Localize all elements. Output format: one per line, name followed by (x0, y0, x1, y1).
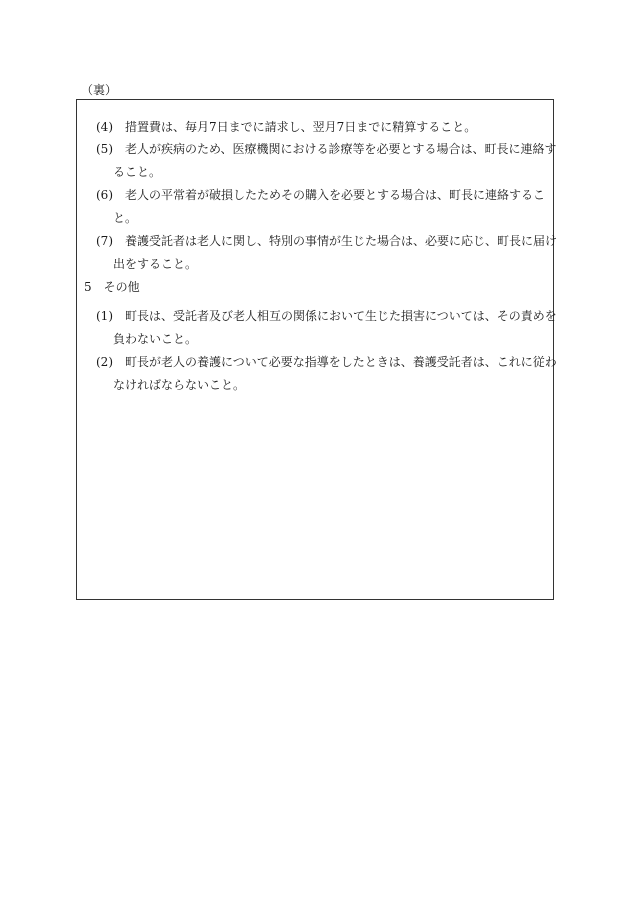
item-5-line-2: ること。 (113, 165, 162, 179)
sub-2-line-2: なければならないこと。 (113, 378, 246, 392)
section-5-heading: 5 その他 (84, 280, 140, 294)
sub-2-line-1: 町長が老人の養護について必要な指導をしたときは、養護受託者は、これに従わ (125, 355, 557, 369)
item-5-line-1: 老人が疾病のため、医療機関における診療等を必要とする場合は、町長に連絡す (125, 142, 557, 156)
item-7-line-2: 出をすること。 (113, 257, 198, 271)
page-side-label: （裏） (81, 83, 118, 97)
sub-1-number: (1) (96, 309, 113, 323)
item-4-number: (4) (96, 120, 113, 134)
item-6-number: (6) (96, 188, 113, 202)
item-7-number: (7) (96, 234, 113, 248)
sub-1-line-2: 負わないこと。 (113, 332, 198, 346)
item-6-line-1: 老人の平常着が破損したためその購入を必要とする場合は、町長に連絡するこ (125, 188, 546, 202)
item-6-line-2: と。 (113, 211, 138, 225)
item-4-line-1: 措置費は、毎月7日までに請求し、翌月7日までに精算すること。 (125, 120, 477, 134)
item-7-line-1: 養護受託者は老人に関し、特別の事情が生じた場合は、必要に応じ、町長に届け (125, 234, 558, 248)
sub-2-number: (2) (96, 355, 113, 369)
sub-1-line-1: 町長は、受託者及び老人相互の関係において生じた損害については、その責めを (125, 309, 557, 323)
item-5-number: (5) (96, 142, 113, 156)
